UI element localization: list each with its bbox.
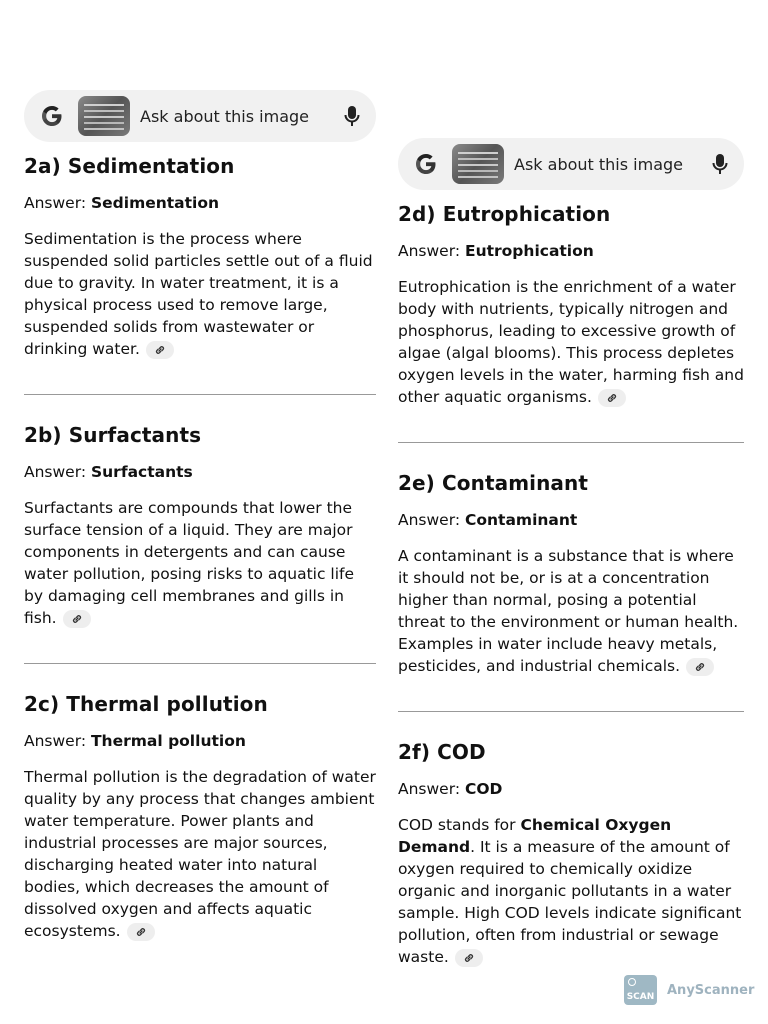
answer-explanation	[24, 766, 376, 942]
explanation-text: Surfactants are compounds that lower the surface tension of a liquid. They are major components in detergents and can cause water pollution, posing risks to aquatic life by damaging cell membranes and gills in fish.	[24, 499, 355, 627]
image-thumbnail[interactable]	[78, 96, 130, 136]
section-surfactants	[24, 423, 376, 629]
answer-explanation	[24, 497, 376, 629]
explanation-text-suffix: . It is a measure of the amount of oxygen required to chemically oxidize organic and inorganic pollutants in a water sample. High COD levels indicate significant pollution, often from industrial or sewage waste.	[398, 838, 742, 966]
source-link-icon[interactable]	[63, 610, 91, 628]
left-column	[24, 90, 376, 942]
answer-label: Answer:	[398, 242, 461, 260]
answer-label: Answer:	[24, 194, 87, 212]
explanation-text: Thermal pollution is the degradation of water quality by any process that changes ambient water temperature. Power plants and industrial processes are major sources, discharging heated water into natural bodies, which decreases the amount of dissolved oxygen and affects aquatic ecosystems.	[24, 768, 376, 940]
section-title: 2c) Thermal pollution	[24, 692, 268, 716]
section-title: 2e) Contaminant	[398, 471, 589, 495]
answer-explanation	[398, 545, 744, 677]
microphone-icon[interactable]	[340, 104, 364, 128]
explanation-text-prefix: COD stands for	[398, 816, 521, 834]
explanation-text: Sedimentation is the process where suspended solid particles settle out of a fluid due to gravity. In water treatment, it is a physical process used to remove large, suspended solids from wastewater or drinking water.	[24, 230, 373, 358]
anyscanner-watermark	[624, 975, 754, 1005]
answer-line	[398, 242, 744, 260]
answer-explanation	[24, 228, 376, 360]
microphone-icon[interactable]	[708, 152, 732, 176]
section-divider	[398, 711, 744, 712]
section-sedimentation	[24, 154, 376, 360]
answer-explanation	[398, 814, 744, 968]
google-logo-icon	[38, 102, 66, 130]
answer-line	[398, 780, 744, 798]
answer-line	[24, 732, 376, 750]
section-divider	[24, 394, 376, 395]
answer-label: Answer:	[398, 780, 461, 798]
answer-line	[398, 511, 744, 529]
explanation-text: A contaminant is a substance that is where it should not be, or is at a concentration higher than normal, posing a potential threat to the environment or human health. Examples in water include heavy metals, pesticides, and industrial chemicals.	[398, 547, 739, 675]
answer-label: Answer:	[398, 511, 461, 529]
section-title: 2d) Eutrophication	[398, 202, 611, 226]
answer-value: COD	[464, 780, 503, 798]
answer-explanation	[398, 276, 744, 408]
section-divider	[24, 663, 376, 664]
answer-value: Surfactants	[90, 463, 193, 481]
google-logo-icon	[412, 150, 440, 178]
ask-about-image-bar[interactable]	[398, 138, 744, 190]
section-title: 2b) Surfactants	[24, 423, 202, 447]
section-thermal-pollution	[24, 692, 376, 942]
section-title: 2f) COD	[398, 740, 486, 764]
answer-label: Answer:	[24, 732, 87, 750]
source-link-icon[interactable]	[686, 658, 714, 676]
explanation-text-bold: Chemical Oxygen Demand	[398, 816, 672, 856]
ask-about-image-bar[interactable]	[24, 90, 376, 142]
explanation-text: Eutrophication is the enrichment of a water body with nutrients, typically nitrogen and phosphorus, leading to excessive growth of algae (algal blooms). This process depletes oxygen levels in the water, harming fish and other aquatic organisms.	[398, 278, 744, 406]
section-cod	[398, 740, 744, 968]
section-eutrophication	[398, 202, 744, 408]
answer-label: Answer:	[24, 463, 87, 481]
source-link-icon[interactable]	[146, 341, 174, 359]
answer-line	[24, 463, 376, 481]
answer-line	[24, 194, 376, 212]
right-column	[398, 138, 744, 968]
answer-value: Eutrophication	[464, 242, 594, 260]
ask-prompt-text[interactable]: Ask about this image	[140, 106, 309, 126]
ask-prompt-text[interactable]: Ask about this image	[514, 154, 683, 174]
section-divider	[398, 442, 744, 443]
section-contaminant	[398, 471, 744, 677]
answer-value: Contaminant	[464, 511, 578, 529]
section-title: 2a) Sedimentation	[24, 154, 235, 178]
source-link-icon[interactable]	[127, 923, 155, 941]
scanner-name: AnyScanner	[667, 982, 755, 998]
image-thumbnail[interactable]	[452, 144, 504, 184]
source-link-icon[interactable]	[598, 389, 626, 407]
answer-value: Thermal pollution	[90, 732, 246, 750]
source-link-icon[interactable]	[455, 949, 483, 967]
answer-value: Sedimentation	[90, 194, 220, 212]
scanner-logo: SCAN	[624, 975, 657, 1005]
